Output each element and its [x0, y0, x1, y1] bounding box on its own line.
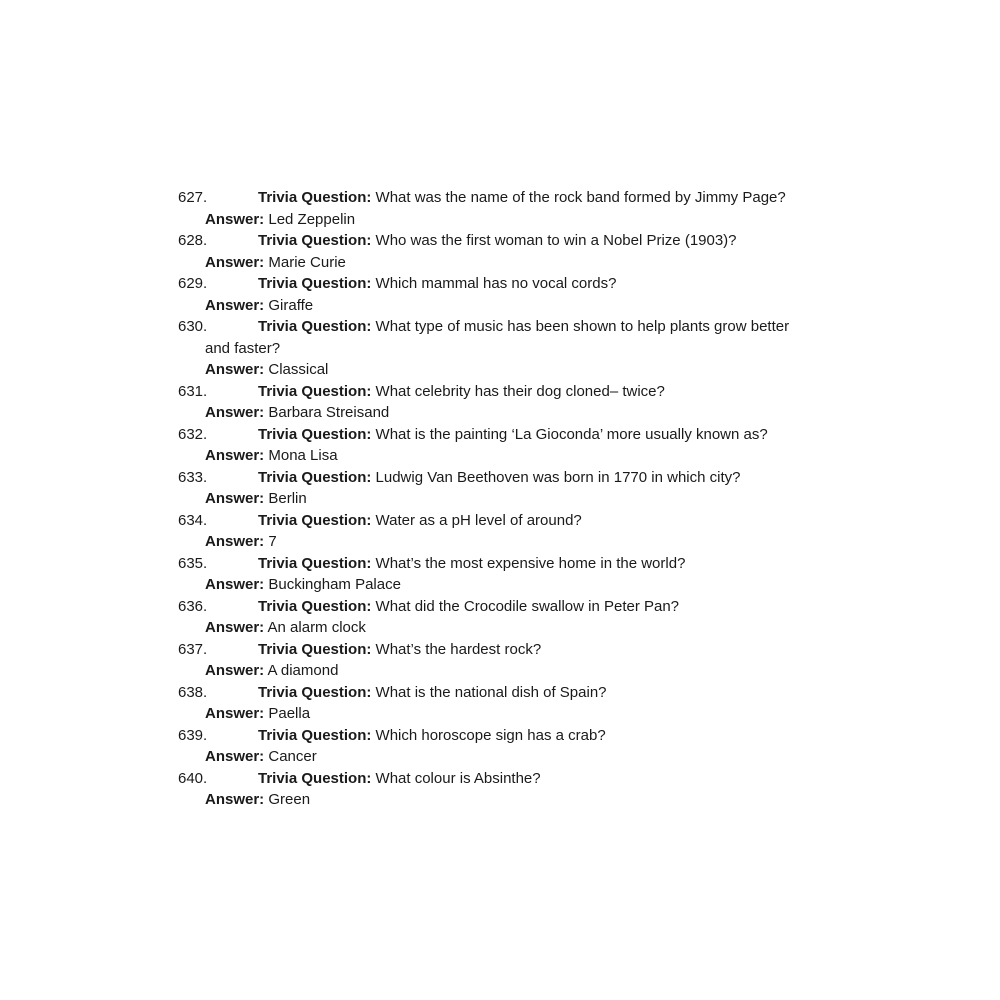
answer-label: Answer:	[205, 361, 265, 378]
question-label: Trivia Question:	[258, 683, 372, 701]
trivia-item	[178, 553, 828, 596]
trivia-list	[178, 187, 828, 811]
item-number: 634.	[178, 511, 208, 529]
item-number: 632.	[178, 425, 208, 443]
trivia-item	[178, 682, 828, 725]
trivia-item	[178, 768, 828, 811]
answer-text: Led Zeppelin	[268, 210, 356, 228]
answer-label: Answer:	[205, 791, 265, 808]
question-label: Trivia Question:	[258, 189, 372, 206]
question-label: Trivia Question:	[258, 769, 372, 787]
question-label: Trivia Question:	[258, 425, 372, 443]
trivia-item	[178, 273, 828, 316]
question-label: Trivia Question:	[258, 511, 372, 529]
question-line	[178, 596, 828, 618]
trivia-item	[178, 381, 828, 424]
question-text: What colour is Absinthe?	[375, 769, 541, 787]
question-label: Trivia Question:	[258, 232, 372, 249]
answer-text: Paella	[268, 705, 311, 722]
answer-label: Answer:	[205, 662, 265, 679]
item-number: 639.	[178, 726, 208, 744]
answer-text: Berlin	[268, 490, 307, 507]
question-label: Trivia Question:	[258, 640, 372, 658]
answer-line	[178, 703, 828, 725]
answer-line	[178, 574, 828, 596]
question-label: Trivia Question:	[258, 382, 372, 400]
answer-text: Giraffe	[268, 296, 314, 314]
question-line	[178, 273, 828, 295]
question-line	[178, 510, 828, 532]
question-text: Water as a pH level of around?	[375, 511, 582, 529]
question-text: Which mammal has no vocal cords?	[375, 275, 617, 292]
question-label: Trivia Question:	[258, 275, 372, 292]
answer-text: Classical	[268, 361, 329, 378]
trivia-item	[178, 424, 828, 467]
answer-label: Answer:	[205, 447, 265, 464]
question-line	[178, 682, 828, 704]
answer-text: Barbara Streisand	[268, 404, 390, 421]
question-text: What’s the hardest rock?	[375, 640, 542, 658]
answer-line	[178, 295, 828, 317]
question-text: What is the national dish of Spain?	[375, 683, 607, 701]
answer-text: An alarm clock	[267, 619, 366, 636]
question-label: Trivia Question:	[258, 726, 372, 744]
question-line	[178, 230, 828, 252]
answer-label: Answer:	[205, 533, 265, 550]
question-line	[178, 467, 828, 489]
answer-text: Green	[268, 791, 311, 808]
question-line	[178, 187, 828, 209]
answer-text: Mona Lisa	[268, 447, 338, 464]
answer-line	[178, 445, 828, 467]
question-label: Trivia Question:	[258, 468, 372, 486]
question-text: What celebrity has their dog cloned– twice?	[375, 382, 665, 400]
answer-text: Marie Curie	[268, 253, 346, 271]
answer-line	[178, 617, 828, 639]
answer-line	[178, 746, 828, 768]
question-label: Trivia Question:	[258, 597, 372, 615]
trivia-item	[178, 725, 828, 768]
question-label: Trivia Question:	[258, 554, 372, 572]
answer-line	[178, 402, 828, 424]
item-number: 637.	[178, 640, 208, 658]
question-line	[178, 316, 828, 338]
question-text: What type of music has been shown to help plants grow better	[375, 318, 790, 335]
question-line	[178, 768, 828, 790]
trivia-item	[178, 639, 828, 682]
question-line	[178, 424, 828, 446]
item-number: 627.	[178, 189, 208, 206]
answer-line	[178, 531, 828, 553]
question-line	[178, 381, 828, 403]
answer-line	[178, 252, 828, 274]
answer-line	[178, 789, 828, 811]
trivia-item	[178, 316, 828, 381]
answer-text: Cancer	[268, 748, 317, 765]
item-number: 630.	[178, 318, 208, 335]
answer-line	[178, 660, 828, 682]
answer-label: Answer:	[205, 490, 265, 507]
question-text: Who was the first woman to win a Nobel Prize (1903)?	[375, 232, 737, 249]
question-text: What’s the most expensive home in the world?	[375, 554, 686, 572]
answer-label: Answer:	[205, 576, 265, 593]
answer-label: Answer:	[205, 296, 265, 314]
question-line	[178, 639, 828, 661]
trivia-item	[178, 467, 828, 510]
item-number: 628.	[178, 232, 208, 249]
trivia-item	[178, 187, 828, 230]
item-number: 631.	[178, 382, 208, 400]
answer-label: Answer:	[205, 253, 265, 271]
trivia-item	[178, 230, 828, 273]
answer-text: 7	[268, 533, 277, 550]
question-text: What did the Crocodile swallow in Peter Pan?	[375, 597, 680, 615]
question-label: Trivia Question:	[258, 318, 372, 335]
answer-line	[178, 209, 828, 231]
question-text: What is the painting ‘La Gioconda’ more usually known as?	[375, 425, 768, 443]
answer-text: Buckingham Palace	[268, 576, 401, 593]
answer-label: Answer:	[205, 404, 265, 421]
question-text: Ludwig Van Beethoven was born in 1770 in which city?	[375, 468, 741, 486]
trivia-item	[178, 596, 828, 639]
answer-label: Answer:	[205, 210, 265, 228]
trivia-item	[178, 510, 828, 553]
question-line	[178, 725, 828, 747]
question-text: What was the name of the rock band formed by Jimmy Page?	[375, 189, 786, 206]
answer-line	[178, 359, 828, 381]
item-number: 636.	[178, 597, 208, 615]
answer-label: Answer:	[205, 748, 265, 765]
item-number: 640.	[178, 769, 208, 787]
answer-label: Answer:	[205, 705, 265, 722]
question-continuation: and faster?	[205, 339, 281, 357]
answer-line	[178, 488, 828, 510]
answer-label: Answer:	[205, 619, 265, 636]
item-number: 629.	[178, 275, 208, 292]
item-number: 635.	[178, 554, 208, 572]
item-number: 633.	[178, 468, 208, 486]
item-number: 638.	[178, 683, 208, 701]
answer-text: A diamond	[267, 662, 339, 679]
question-text: Which horoscope sign has a crab?	[375, 726, 606, 744]
question-line	[178, 553, 828, 575]
